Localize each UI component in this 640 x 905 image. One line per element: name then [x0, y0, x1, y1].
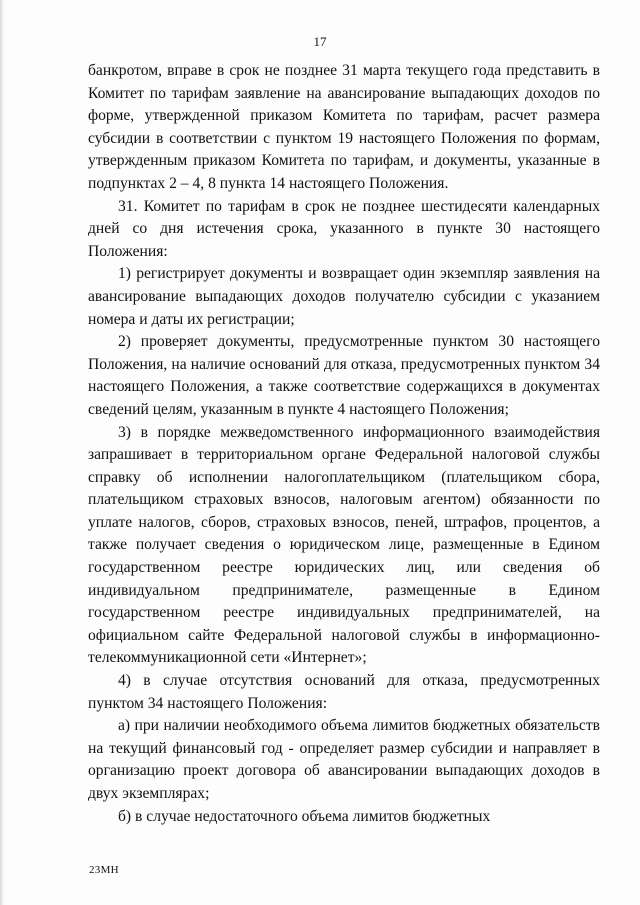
paragraph-subitem-b: б) в случае недостаточного объема лимитов бюджетных	[118, 807, 491, 825]
paragraph-continuation: банкротом, вправе в срок не позднее 31 марта текущего года представить в Комитет по тарифам заявление на авансирование выпадающих доходов по форме, утвержденной приказом Комитета по тарифам, расчет размера субсидии в соответствии с пунктом 19 настоящего Положения по формам, утвержденным приказом Комитета по тарифам, и документы, указанные в подпунктах 2 – 4, 8 пункта 14 настоящего Положения.	[88, 62, 600, 192]
document-code: 23МН	[89, 864, 119, 876]
paragraph-subitem-a: а) при наличии необходимого объема лимитов бюджетных обязательств на текущий финансовый год - определяет размер субсидии и направляет в организацию проект договора об авансировании выпадающих доходов в двух экземплярах;	[88, 717, 600, 802]
page-number: 17	[313, 34, 327, 49]
paragraph-item-1: 1) регистрирует документы и возвращает один экземпляр заявления на авансирование выпадающих доходов получателю субсидии с указанием номера и даты их регистрации;	[88, 265, 600, 328]
paragraph-item-2: 2) проверяет документы, предусмотренные пунктом 30 настоящего Положения, на наличие оснований для отказа, предусмотренных пунктом 34 настоящего Положения, а также соответствие содержащихся в документах сведений целям, указанным в пункте 4 настоящего Положения;	[88, 333, 600, 418]
paragraph-item-4: 4) в случае отсутствия оснований для отказа, предусмотренных пунктом 34 настоящего Положения:	[88, 672, 600, 712]
paragraph-clause-31: 31. Комитет по тарифам в срок не позднее шестидесяти календарных дней со дня истечения срока, указанного в пункте 30 настоящего Положения:	[88, 197, 600, 260]
paragraph-item-3: 3) в порядке межведомственного информационного взаимодействия запрашивает в территориальном органе Федеральной налоговой службы справку об исполнении налогоплательщиком (плательщиком сбора, плательщиком страховых взносов, налоговым агентом) обязанности по уплате налогов, сборов, страховых взносов, пеней, штрафов, процентов, а также получает сведения о юридическом лице, размещенные в Едином государственном реестре юридических лиц, или сведения об индивидуальном предпринимателе, размещенные в Едином государственном реестре индивидуальных предпринимателей, на официальном сайте Федеральной налоговой службы в информационно-телекоммуникационной сети «Интернет»;	[88, 423, 600, 667]
document-body	[88, 60, 600, 828]
scan-edge	[0, 0, 4, 905]
